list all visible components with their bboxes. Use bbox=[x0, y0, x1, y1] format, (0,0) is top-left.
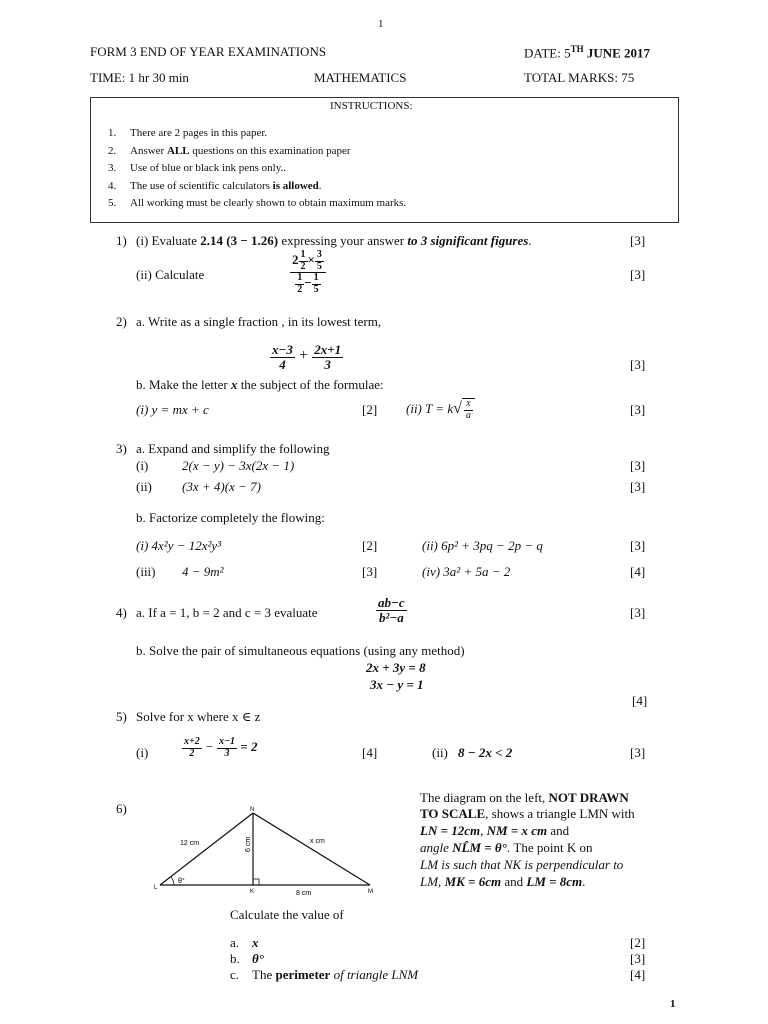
q4-b-text: b. Solve the pair of simultaneous equations (using any method) bbox=[136, 643, 465, 658]
q4-b-mark: [4] bbox=[632, 693, 648, 708]
q1-ii-whole: 2 bbox=[292, 251, 299, 267]
q3-b2: (ii) 6p² + 3pq − 2p − q bbox=[422, 538, 543, 553]
q3-b-text: b. Factorize completely the flowing: bbox=[136, 510, 325, 525]
q3-b3-mark: [3] bbox=[362, 564, 378, 579]
q3-ii-mark: [3] bbox=[630, 479, 646, 494]
instruction-text: All working must be clearly shown to obtain maximum marks. bbox=[130, 197, 407, 209]
label-m: M bbox=[368, 889, 373, 895]
q5-ii-mark: [3] bbox=[630, 745, 646, 760]
q2-b-i: (i) y = mx + c bbox=[136, 402, 209, 417]
q3-ii-expr: (3x + 4)(x − 7) bbox=[182, 479, 261, 494]
q1-i-emph: to 3 significant figures bbox=[407, 233, 529, 248]
q6-desc-line1: The diagram on the left, NOT DRAWN bbox=[420, 790, 629, 805]
instruction-number: 5. bbox=[108, 197, 117, 209]
instruction-bold: ALL bbox=[166, 144, 190, 157]
q1-ii-main-frac: 2 $\frac{1}{2}$ × $\frac{3}{5}$ $\frac{1}{2}$ − $\frac{1}{5}$ bbox=[290, 250, 326, 295]
q4-a-text: a. If a = 1, b = 2 and c = 3 evaluate bbox=[136, 605, 318, 620]
instruction-text: Answer bbox=[130, 144, 167, 157]
instruction-text: There are 2 pages in this paper. bbox=[130, 127, 268, 139]
q5-ii-expr: 8 − 2x < 2 bbox=[458, 745, 513, 760]
total-marks: TOTAL MARKS: 75 bbox=[524, 70, 635, 85]
q1-part-i bbox=[136, 233, 532, 249]
instructions-title: INSTRUCTIONS: bbox=[330, 100, 413, 112]
q6-number: 6) bbox=[116, 801, 127, 816]
q2-a-expression: $\frac{x-3}{4}$ + $\frac{2x+1}{3}$ bbox=[272, 342, 342, 372]
q3-number: 3) bbox=[116, 441, 127, 456]
date-rest: JUNE 2017 bbox=[583, 45, 651, 61]
q1-ii-mark: [3] bbox=[630, 267, 646, 282]
q1-i-pre: (i) Evaluate bbox=[136, 233, 201, 248]
side-nm bbox=[253, 813, 370, 885]
date-label: DATE: 5 bbox=[524, 45, 571, 61]
q6-a-label: a. bbox=[230, 935, 240, 950]
q3-b4-mark: [4] bbox=[630, 564, 646, 579]
q6-desc-line5: LM is such that NK is perpendicular to bbox=[420, 857, 624, 872]
label-ln-length: 12 cm bbox=[180, 840, 200, 847]
instruction-number: 4. bbox=[108, 179, 117, 192]
label-n: N bbox=[250, 807, 255, 813]
q6-c-text: The perimeter of triangle LNM bbox=[252, 967, 419, 982]
instruction-number: 2. bbox=[108, 144, 117, 157]
instruction-number: 3. bbox=[108, 162, 117, 174]
q3-b1-mark: [2] bbox=[362, 538, 378, 553]
q6-b-mark: [3] bbox=[630, 951, 646, 966]
instruction-item bbox=[108, 127, 267, 139]
q5-text: Solve for x where x ∈ z bbox=[136, 709, 261, 724]
q2-b-ii-mark: [3] bbox=[630, 402, 646, 417]
label-nk-length: 6 cm bbox=[245, 836, 252, 852]
q4-eq1: 2x + 3y = 8 bbox=[366, 660, 426, 675]
q2-number: 2) bbox=[116, 314, 127, 329]
exam-date bbox=[524, 44, 650, 61]
q2-a-mark: [3] bbox=[630, 357, 646, 372]
angle-arc bbox=[171, 877, 174, 885]
q6-b-label: b. bbox=[230, 951, 240, 966]
q1-i-end: . bbox=[528, 233, 532, 248]
q3-ii-label: (ii) bbox=[136, 479, 152, 494]
q1-i-mid: expressing your answer bbox=[278, 233, 408, 248]
page-number-top: 1 bbox=[378, 18, 384, 30]
label-k: K bbox=[250, 889, 255, 895]
label-angle: θ° bbox=[178, 878, 185, 885]
label-nm-length: x cm bbox=[310, 838, 325, 845]
q6-c-label: c. bbox=[230, 967, 240, 982]
q4-a-mark: [3] bbox=[630, 605, 646, 620]
q1-i-expr: 2.14 (3 − 1.26) bbox=[200, 233, 279, 248]
q1-ii-expression bbox=[290, 250, 326, 295]
q6-c-mark: [4] bbox=[630, 967, 646, 982]
q1-number: 1) bbox=[116, 233, 127, 248]
q2-b-text: b. Make the letter x the subject of the formulae: bbox=[136, 377, 384, 392]
q2-a-text: a. Write as a single fraction , in its lowest term, bbox=[136, 314, 382, 329]
q3-b3-label: (iii) bbox=[136, 564, 156, 579]
q3-a-text: a. Expand and simplify the following bbox=[136, 441, 330, 456]
q6-desc-line2: TO SCALE, shows a triangle LMN with bbox=[420, 806, 635, 821]
q4-eq2: 3x − y = 1 bbox=[370, 677, 424, 692]
q6-a-var: x bbox=[252, 935, 259, 950]
instruction-text: Use of blue or black ink pens only.. bbox=[130, 162, 287, 174]
q5-i-label: (i) bbox=[136, 745, 149, 760]
q5-i-mark: [4] bbox=[362, 745, 378, 760]
q4-a-frac: $\frac{ab-c}{\text{b²−a}}$ bbox=[378, 595, 405, 625]
q6-desc-line4: angle NL̂M = θ°. The point K on bbox=[420, 840, 593, 855]
q2-b-ii: (ii) T = k√ $\frac{x}{a}$ bbox=[406, 398, 475, 421]
triangle-diagram bbox=[150, 805, 380, 900]
q6-desc-line6: LM, MK = 6cm and LM = 8cm. bbox=[420, 874, 586, 889]
exam-time: TIME: 1 hr 30 min bbox=[90, 70, 189, 85]
right-angle-marker bbox=[253, 879, 259, 885]
q5-ii-label: (ii) bbox=[432, 745, 448, 760]
instruction-item bbox=[108, 180, 322, 192]
instruction-item bbox=[108, 162, 286, 174]
q3-i-label: (i) bbox=[136, 458, 149, 473]
instruction-number: 1. bbox=[108, 127, 117, 139]
label-l: L bbox=[154, 885, 158, 891]
label-km-length: 8 cm bbox=[296, 890, 312, 897]
q2-b-i-mark: [2] bbox=[362, 402, 378, 417]
q3-b3: 4 − 9m² bbox=[182, 564, 224, 579]
q3-b2-mark: [3] bbox=[630, 538, 646, 553]
instruction-item bbox=[108, 145, 351, 157]
q5-number: 5) bbox=[116, 709, 127, 724]
side-ln bbox=[160, 813, 253, 885]
q3-i-mark: [3] bbox=[630, 458, 646, 473]
instruction-text-end: questions on this examination paper bbox=[189, 144, 351, 157]
exam-title: FORM 3 END OF YEAR EXAMINATIONS bbox=[90, 44, 327, 59]
q1-i-mark: [3] bbox=[630, 233, 646, 248]
q3-i-expr: 2(x − y) − 3x(2x − 1) bbox=[182, 458, 295, 473]
q5-i-expression: $\frac{x+2}{2}$ − $\frac{x-1}{3}$ = 2 bbox=[184, 736, 258, 759]
q3-b4: (iv) 3a² + 5a − 2 bbox=[422, 564, 511, 579]
page-number-bottom: 1 bbox=[670, 998, 676, 1010]
q4-number: 4) bbox=[116, 605, 127, 620]
q6-calc-text: Calculate the value of bbox=[230, 907, 344, 922]
q1-ii-label: (ii) Calculate bbox=[136, 267, 205, 282]
q6-a-mark: [2] bbox=[630, 935, 646, 950]
instruction-bold: is allowed bbox=[272, 179, 319, 192]
exam-subject: MATHEMATICS bbox=[314, 70, 407, 85]
q6-desc-line3: LN = 12cm, NM = x cm and bbox=[420, 823, 570, 838]
q3-b1: (i) 4x²y − 12x²y³ bbox=[136, 538, 222, 553]
date-sup: TH bbox=[570, 44, 584, 54]
instruction-item bbox=[108, 197, 406, 209]
instruction-text: The use of scientific calculators bbox=[130, 179, 273, 192]
q6-b-var: θ° bbox=[252, 951, 264, 966]
instruction-text-end: . bbox=[318, 179, 322, 192]
